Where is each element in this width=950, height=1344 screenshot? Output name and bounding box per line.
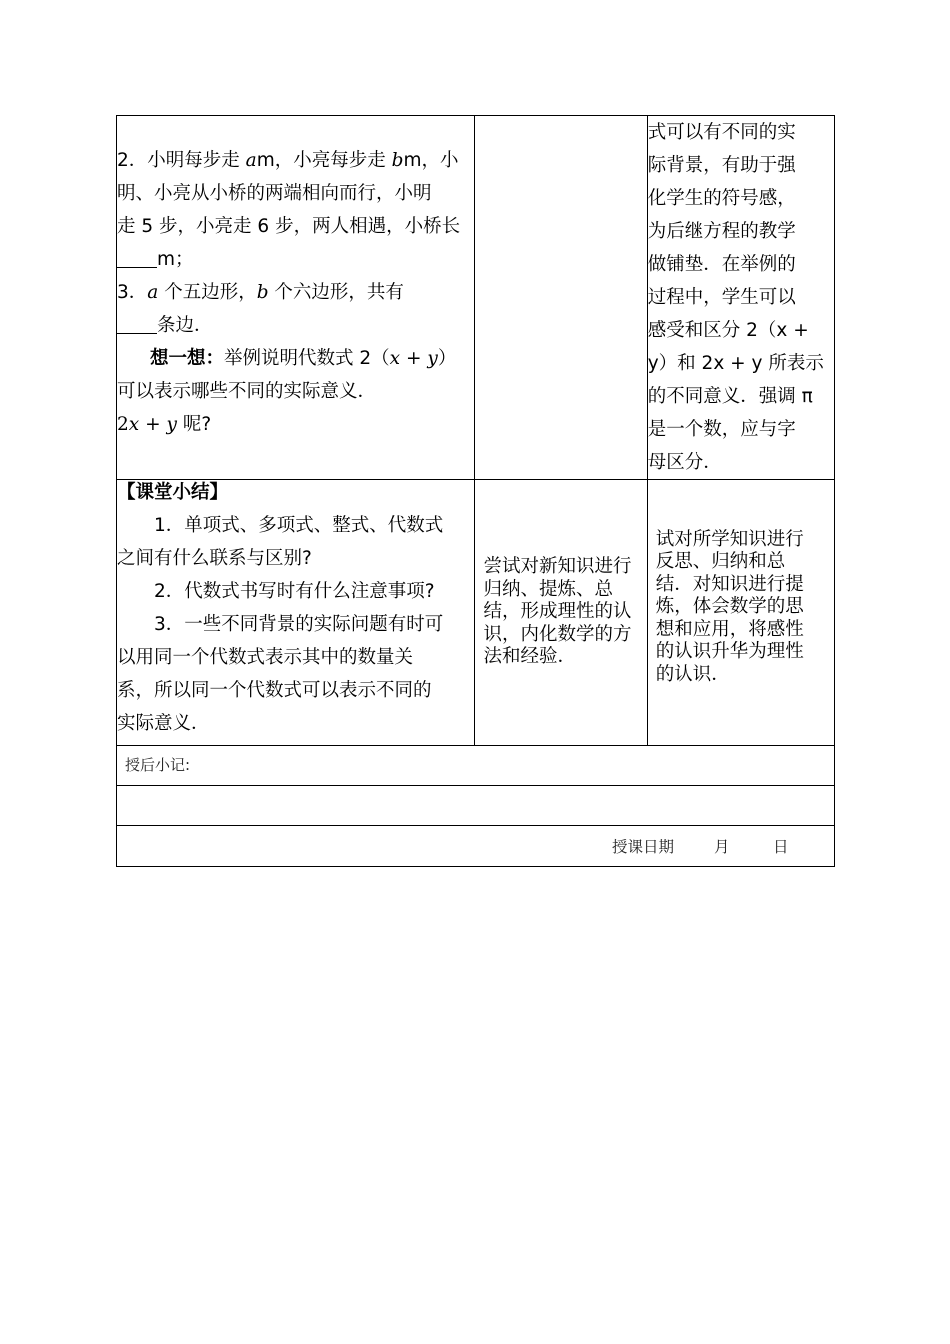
design-intent-cell [647,116,834,480]
summary-intent-text: 试对所学知识进行 反思、归纳和总 结．对知识进行提 炼，体会数学的思 想和应用，将感性 的认识升华为理性 的认识． [655,528,804,685]
date-label: 授课日期 [612,838,675,856]
day-label: 日 [773,838,789,856]
summary-item-1: 1．单项式、多项式、整式、代数式 [154,515,444,536]
post-class-note-label: 授后小记: [125,756,191,774]
think-prompt: 想一想：举例说明代数式 2（x + y） [150,348,457,369]
answer-blank [117,247,157,268]
question-2: 2．小明每步走 am，小亮每步走 bm，小 明、小亮从小桥的两端相向而行，小明 走 5 步，小亮走 6 步，两人相遇，小桥长 m； [117,150,461,270]
design-intent-text: 式可以有不同的实 际背景，有助于强 化学生的符号感， 为后继方程的教学 做铺垫．在举例的 过程中，学生可以 感受和区分 2（x + y）和 2x + y 所表示 的不同意义．强调 π 是一个数，应与字 母区分． [647,122,824,473]
student-activity-cell [475,116,647,480]
summary-activity-text: 尝试对新知识进行 归纳、提炼、总 结，形成理性的认 识，内化数学的方 法和经验． [483,556,632,668]
table-row [117,746,835,786]
summary-item-3-cont: 以用同一个代数式表示其中的数量关 系，所以同一个代数式可以表示不同的 实际意义． [117,647,432,734]
summary-item-1-cont: 之间有什么联系与区别? [117,548,312,569]
summary-title: 【课堂小结】 [117,482,229,503]
date-row [117,826,835,867]
lesson-plan-table [116,115,835,867]
question-3: 3．a 个五边形，b 个六边形，共有 条边． [117,282,404,336]
summary-item-2: 2．代数式书写时有什么注意事项? [154,581,435,602]
month-label: 月 [714,838,730,856]
think-prompt-cont: 可以表示哪些不同的实际意义． 2x + y 呢? [117,381,377,435]
table-row [117,480,835,746]
answer-blank [117,313,157,334]
summary-activity-cell [475,480,647,746]
table-row [117,786,835,826]
table-row [117,826,835,867]
summary-item-3: 3．一些不同背景的实际问题有时可 [154,614,444,635]
table-row [117,116,835,480]
summary-content-cell [117,480,475,746]
summary-intent-cell [647,480,834,746]
teaching-content-cell [117,116,475,480]
post-class-note-cell [117,746,835,786]
blank-note-row [117,786,835,826]
